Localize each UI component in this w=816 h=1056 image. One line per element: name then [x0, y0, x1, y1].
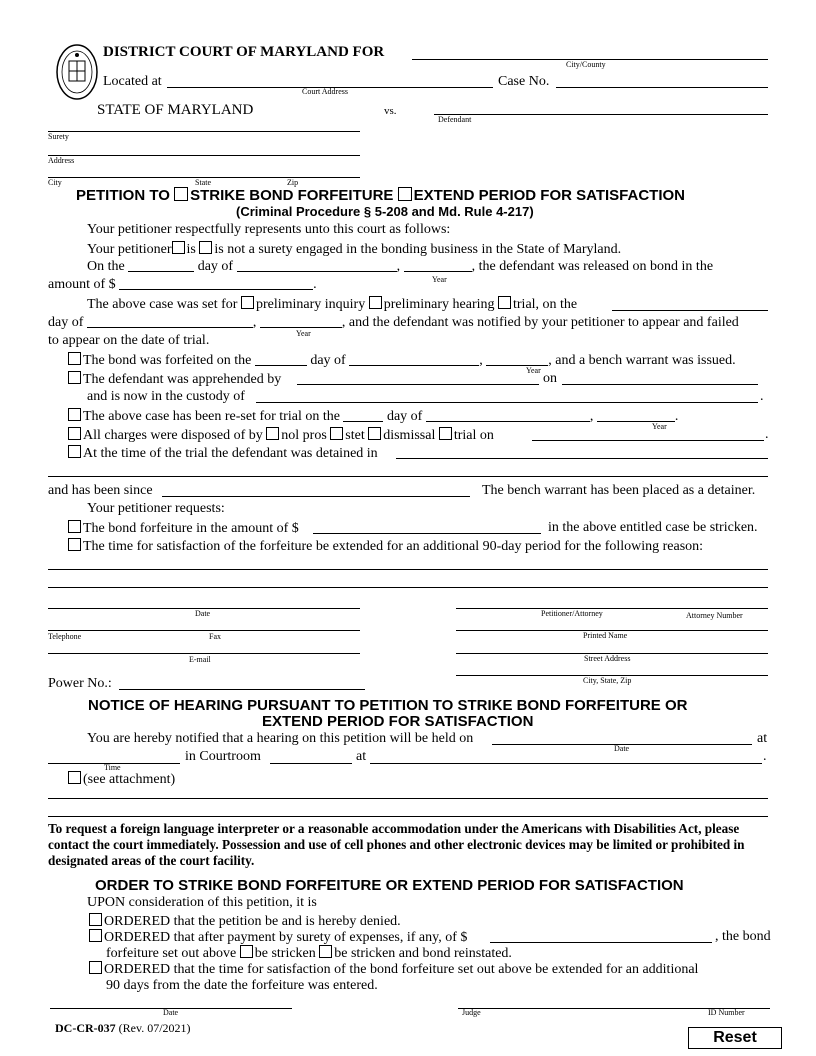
notice-line-2[interactable] — [48, 816, 768, 817]
reinstated-checkbox[interactable] — [319, 945, 332, 958]
strike-bond-checkbox[interactable] — [174, 187, 188, 201]
address-field[interactable] — [48, 155, 360, 156]
forfeited-text-b: , and a bench warrant was issued. — [548, 353, 736, 368]
charges-trial-date-field[interactable] — [532, 440, 764, 441]
reset-trial-label: The above case has been re-set for trial on the — [83, 409, 340, 424]
prelim-hearing-checkbox[interactable] — [369, 296, 382, 309]
denied-checkbox[interactable] — [89, 913, 102, 926]
attorney-number-caption: Attorney Number — [686, 611, 743, 620]
apprehended-by-field[interactable] — [297, 384, 539, 385]
reset-year-field[interactable] — [597, 409, 675, 422]
time-caption: Time — [104, 763, 121, 772]
extended-checkbox[interactable] — [89, 961, 102, 974]
petition-subtitle: (Criminal Procedure § 5-208 and Md. Rule 4-217) — [236, 204, 534, 219]
in-courtroom-label: in Courtroom — [185, 749, 261, 764]
at-label-2: at — [356, 749, 367, 764]
trial-year-field[interactable] — [260, 315, 342, 328]
is-not-surety-checkbox[interactable] — [199, 241, 212, 254]
stet-checkbox[interactable] — [330, 427, 343, 440]
courtroom-field[interactable] — [270, 763, 352, 764]
req-strike-amount-field[interactable] — [313, 533, 541, 534]
extended-label: ORDERED that the time for satisfaction of the bond forfeiture set out above be extended for an additional — [104, 962, 699, 977]
ada-notice: To request a foreign language interpreter or a reasonable accommodation under the Americans with Disabilities Act, please contact the court immediately. Possession and use of cell phones and other electronic devices may be limited or prohibited in designated areas of the court facility. — [48, 821, 745, 868]
payment-label: ORDERED that after payment by surety of expenses, if any, of $ — [104, 930, 468, 945]
forfeiture-set-label: forfeiture set out above — [106, 946, 237, 961]
year-caption-2: Year — [296, 329, 311, 338]
email-field[interactable] — [48, 653, 360, 654]
release-month-field[interactable] — [237, 259, 397, 272]
strike-bond-option: STRIKE BOND FORFEITURE — [190, 187, 394, 204]
trial-day-field[interactable] — [612, 310, 768, 311]
req-strike-checkbox[interactable] — [68, 520, 81, 533]
city-caption: City — [48, 178, 62, 187]
defendant-caption: Defendant — [438, 115, 472, 124]
state-caption: State — [195, 178, 211, 187]
trial-checkbox[interactable] — [498, 296, 511, 309]
reset-month-field[interactable] — [426, 409, 590, 422]
reinstated-label: be stricken and bond reinstated. — [334, 946, 512, 961]
is-surety-checkbox[interactable] — [172, 241, 185, 254]
date-caption: Date — [195, 609, 211, 618]
power-no-label: Power No.: — [48, 676, 112, 691]
on-label: on — [543, 371, 557, 386]
amount-of-label: amount of $ — [48, 277, 116, 292]
day-of-label-2: day of — [48, 315, 84, 330]
custody-field[interactable] — [256, 402, 758, 403]
forfeited-checkbox[interactable] — [68, 352, 81, 365]
notice-title-line2: EXTEND PERIOD FOR SATISFACTION — [262, 713, 534, 730]
is-not-label: is not a surety engaged in the bonding business in the State of Maryland. — [214, 242, 622, 257]
reason-field-1[interactable] — [48, 569, 768, 570]
req-extend-label: The time for satisfaction of the forfeiture be extended for an additional 90-day period for the following reason: — [83, 539, 704, 554]
extend-period-option: EXTEND PERIOD FOR SATISFACTION — [413, 187, 685, 204]
form-number: DC-CR-037 — [55, 1021, 116, 1035]
at-label: at — [757, 731, 768, 746]
order-date-caption: Date — [163, 1008, 179, 1017]
set-for-label: The above case was set for — [87, 297, 238, 312]
day-of-label: day of — [197, 259, 234, 274]
payment-checkbox[interactable] — [89, 929, 102, 942]
notice-title-line1: NOTICE OF HEARING PURSUANT TO PETITION TO STRIKE BOND FORFEITURE OR — [88, 697, 688, 714]
trial-month-field[interactable] — [87, 315, 253, 328]
prelim-inquiry-label: preliminary inquiry — [255, 297, 366, 312]
day-of-label-3: day of — [310, 353, 346, 368]
be-stricken-label: be stricken — [254, 946, 316, 961]
detained-in-field-2[interactable] — [48, 476, 768, 477]
dismissal-checkbox[interactable] — [368, 427, 381, 440]
vs-label: vs. — [384, 105, 397, 117]
released-text: , the defendant was released on bond in the — [471, 259, 714, 274]
apprehended-checkbox[interactable] — [68, 371, 81, 384]
on-the-label: On the — [87, 259, 125, 274]
street-address-caption: Street Address — [584, 654, 631, 663]
prelim-hearing-label: preliminary hearing — [383, 297, 495, 312]
year-caption-4: Year — [652, 422, 667, 431]
petitioner-attorney-caption: Petitioner/Attorney — [541, 609, 603, 618]
court-title: DISTRICT COURT OF MARYLAND FOR — [103, 44, 385, 60]
year-caption-3: Year — [526, 366, 541, 375]
reason-field-2[interactable] — [48, 587, 768, 588]
payment-label-b: , the bond — [715, 929, 771, 944]
form-revision: (Rev. 07/2021) — [118, 1021, 191, 1035]
release-day-field[interactable] — [128, 259, 194, 272]
charges-disposed-label: All charges were disposed of by — [83, 428, 263, 443]
payment-amount-field[interactable] — [490, 942, 712, 943]
forfeited-month-field[interactable] — [349, 353, 479, 366]
judge-caption: Judge — [462, 1008, 481, 1017]
appear-text: to appear on the date of trial. — [48, 333, 210, 348]
req-extend-checkbox[interactable] — [68, 538, 81, 551]
surety-field[interactable] — [48, 131, 360, 132]
year-caption-1: Year — [432, 275, 447, 284]
reset-day-field[interactable] — [343, 409, 383, 422]
nol-pros-checkbox[interactable] — [266, 427, 279, 440]
fax-caption: Fax — [209, 632, 221, 641]
forfeited-day-field[interactable] — [255, 353, 307, 366]
custody-label: and is now in the custody of — [87, 389, 245, 404]
bond-amount-field[interactable] — [119, 277, 313, 290]
reset-trial-checkbox[interactable] — [68, 408, 81, 421]
petitioner-signature-field[interactable] — [456, 608, 768, 609]
order-title: ORDER TO STRIKE BOND FORFEITURE OR EXTEND PERIOD FOR SATISFACTION — [95, 877, 684, 894]
req-strike-label: The bond forfeiture in the amount of $ — [83, 521, 299, 536]
surety-line-label: Your petitioner — [87, 242, 172, 257]
charges-disposed-checkbox[interactable] — [68, 427, 81, 440]
apprehended-label: The defendant was apprehended by — [83, 372, 282, 387]
id-number-caption: ID Number — [708, 1008, 745, 1017]
detained-label: At the time of the trial the defendant was detained in — [83, 446, 378, 461]
reset-button[interactable]: Reset — [688, 1027, 782, 1049]
detained-in-field[interactable] — [396, 458, 768, 459]
day-of-label-4: day of — [386, 409, 423, 424]
since-field[interactable] — [162, 496, 470, 497]
see-attachment-checkbox[interactable] — [68, 771, 81, 784]
telephone-caption: Telephone — [48, 632, 82, 641]
city-county-caption: City/County — [566, 60, 606, 69]
petition-intro: Your petitioner respectfully represents unto this court as follows: — [87, 222, 451, 237]
case-no-field[interactable] — [556, 87, 768, 88]
prelim-inquiry-checkbox[interactable] — [241, 296, 254, 309]
req-strike-label-b: in the above entitled case be stricken. — [548, 520, 758, 535]
dismissal-label: dismissal — [383, 428, 436, 443]
printed-name-caption: Printed Name — [583, 631, 628, 640]
surety-caption: Surety — [48, 132, 69, 141]
extend-period-checkbox[interactable] — [398, 187, 412, 201]
notice-line-1[interactable] — [48, 798, 768, 799]
nol-pros-label: nol pros — [281, 428, 327, 443]
defendant-field[interactable] — [434, 114, 768, 115]
trial-on-label-2: trial on — [453, 428, 494, 443]
address-caption: Address — [48, 156, 75, 165]
detainer-label: The bench warrant has been placed as a detainer. — [482, 483, 756, 498]
extended-label-b: 90 days from the date the forfeiture was entered. — [106, 978, 378, 993]
trial-on-checkbox[interactable] — [439, 427, 452, 440]
trial-on-label: trial, on the — [513, 297, 578, 312]
state-label: STATE OF MARYLAND — [97, 102, 254, 118]
requests-label: Your petitioner requests: — [87, 501, 225, 516]
email-caption: E-mail — [189, 655, 211, 664]
forfeited-label: The bond was forfeited on the — [83, 353, 252, 368]
release-year-field[interactable] — [404, 259, 472, 272]
telephone-fax-field[interactable] — [48, 630, 360, 631]
see-attachment-label: (see attachment) — [83, 772, 176, 787]
notified-text: , and the defendant was notified by your petitioner to appear and failed — [341, 315, 739, 330]
court-address-caption: Court Address — [302, 87, 348, 96]
case-no-label: Case No. — [498, 74, 550, 89]
apprehended-date-field[interactable] — [562, 384, 758, 385]
is-label: is — [186, 242, 196, 257]
located-at-label: Located at — [103, 74, 162, 89]
denied-label: ORDERED that the petition be and is hereby denied. — [104, 914, 401, 929]
forfeited-year-field[interactable] — [486, 353, 548, 366]
hearing-date-caption: Date — [614, 744, 630, 753]
upon-label: UPON consideration of this petition, it is — [87, 895, 317, 910]
hearing-location-field[interactable] — [370, 763, 762, 764]
detained-checkbox[interactable] — [68, 445, 81, 458]
stet-label: stet — [345, 428, 365, 443]
power-no-field[interactable] — [119, 689, 365, 690]
zip-caption: Zip — [287, 178, 299, 187]
hearing-text: You are hereby notified that a hearing on this petition will be held on — [87, 731, 474, 746]
petition-title-prefix: PETITION TO — [76, 187, 170, 204]
court-seal-icon — [55, 43, 99, 101]
be-stricken-checkbox[interactable] — [240, 945, 253, 958]
city-state-zip-caption: City, State, Zip — [583, 676, 632, 685]
and-since-label: and has been since — [48, 483, 153, 498]
